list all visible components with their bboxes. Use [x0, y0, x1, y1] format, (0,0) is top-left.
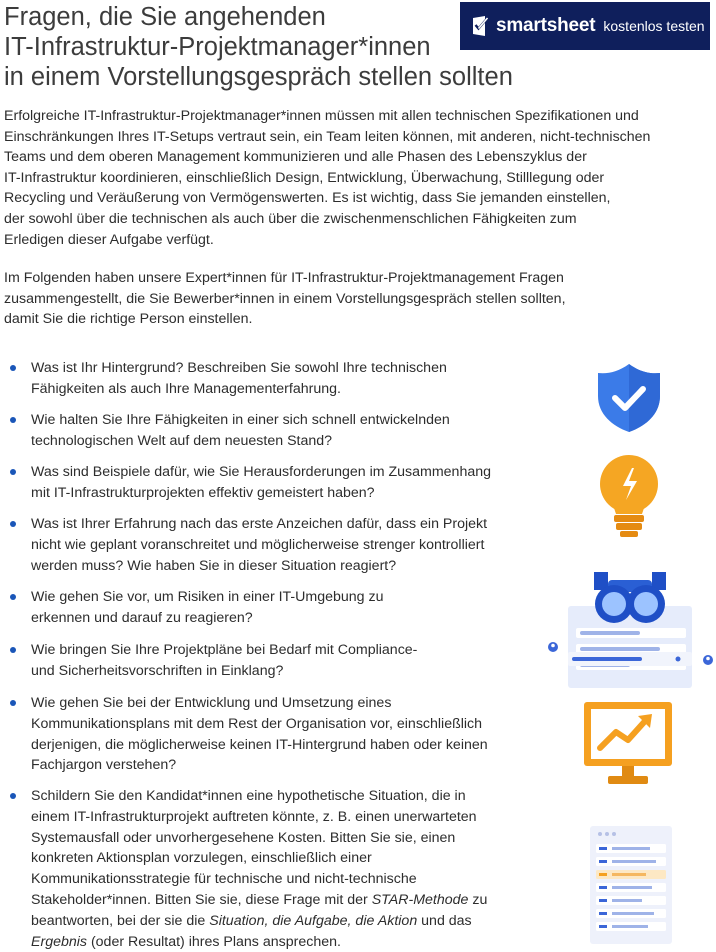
paragraph-line: der sowohl über die technischen als auch über die zwischenmenschlichen Fähigkeiten zum — [4, 210, 577, 227]
question-item — [0, 640, 560, 682]
tail-text: Stakeholder*innen. Bitten Sie sie, diese Frage mit der — [31, 891, 372, 908]
tail-text: (oder Resultat) ihres Plans ansprechen. — [87, 933, 341, 950]
star-term-ergebnis: Ergebnis — [31, 933, 87, 950]
tail-text: zu — [468, 891, 488, 908]
question-line: Systemausfall oder unvorhergesehene Kosten. Bitten Sie sie, einen — [31, 829, 456, 846]
intro-paragraph-2 — [4, 268, 704, 330]
question-line: Schildern Sie den Kandidat*innen eine hypothetische Situation, die in — [31, 788, 466, 804]
bullet-icon — [10, 469, 16, 475]
shield-check-icon — [596, 362, 662, 434]
question-line: Wie bringen Sie Ihre Projektpläne bei Bedarf mit Compliance- — [31, 642, 418, 658]
paragraph-line: Teams und dem oberen Management kommunizieren und alle Phasen des Lebenszyklus der — [4, 149, 587, 166]
paragraph-line: zusammengestellt, die Sie Bewerber*innen in einem Vorstellungsgespräch stellen sollten, — [4, 290, 566, 307]
question-line: mit IT-Infrastrukturprojekten effektiv gemeistert haben? — [31, 484, 375, 501]
bullet-icon — [10, 594, 16, 600]
bullet-icon — [10, 417, 16, 423]
question-item — [0, 587, 560, 629]
paragraph-line: Erledigen dieser Aufgabe verfügt. — [4, 231, 214, 248]
question-line: Kommunikationsplans mit dem Rest der Organisation vor, einschließlich — [31, 715, 483, 732]
question-line: nicht wie geplant voranschreitet und möglicherweise strenger kontrolliert — [31, 536, 485, 553]
tail-text: und das — [417, 912, 472, 929]
bullet-icon — [10, 793, 16, 799]
smartsheet-trial-banner[interactable] — [460, 2, 710, 50]
bullet-icon — [10, 700, 16, 706]
paragraph-line: Recycling und Veräußerung von Vermögenswerten. Es ist wichtig, dass Sie jemanden einstellen, — [4, 190, 611, 207]
question-line: und Sicherheitsvorschriften in Einklang? — [31, 662, 284, 679]
bullet-icon — [10, 521, 16, 527]
question-line: Wie gehen Sie bei der Entwicklung und Umsetzung eines — [31, 695, 392, 711]
title-line: IT-Infrastruktur-Projektmanager*innen — [4, 33, 431, 61]
question-item — [0, 693, 560, 776]
question-item — [0, 786, 560, 952]
title-line: Fragen, die Sie angehenden — [4, 3, 326, 31]
question-line — [31, 911, 560, 932]
banner-cta: kostenlos testen — [603, 18, 705, 34]
paragraph-line: Einschränkungen Ihres IT-Setups vertraut sein, ein Team leiten können, mit anderen, nicht-technischen — [4, 128, 651, 145]
intro-paragraph-1 — [4, 106, 704, 250]
question-line: technologischen Welt auf dem neuesten Stand? — [31, 432, 333, 449]
question-line: Was ist Ihr Hintergrund? Beschreiben Sie sowohl Ihre technischen — [31, 360, 447, 376]
question-item — [0, 410, 560, 452]
star-method-term: STAR-Methode — [371, 891, 469, 908]
question-line — [31, 932, 560, 952]
question-line: Fähigkeiten als auch Ihre Managementerfahrung. — [31, 380, 341, 397]
paragraph-line: Erfolgreiche IT-Infrastruktur-Projektmanager*innen müssen mit allen technischen Spezifikationen und — [4, 108, 639, 124]
paragraph-line: Im Folgenden haben unsere Expert*innen für IT-Infrastruktur-Projektmanagement Fragen — [4, 270, 564, 286]
question-item — [0, 358, 560, 400]
question-line: konkreten Aktionsplan vorzulegen, einschließlich einer — [31, 850, 372, 867]
task-list-icon — [590, 826, 672, 944]
bullet-icon — [10, 647, 16, 653]
question-line: Was sind Beispiele dafür, wie Sie Herausforderungen im Zusammenhang — [31, 464, 492, 480]
smartsheet-logo-icon — [472, 15, 490, 37]
star-terms: Situation, die Aufgabe, die Aktion — [209, 912, 418, 929]
question-line: Was ist Ihrer Erfahrung nach das erste Anzeichen dafür, dass ein Projekt — [31, 516, 488, 532]
tail-text: beantworten, bei der sie die — [31, 912, 210, 929]
banner-brand: smartsheet — [496, 15, 596, 36]
question-line: einem IT-Infrastrukturprojekt auftreten könnte, z. B. einen unerwarteten — [31, 808, 477, 825]
question-line: derjenigen, die möglicherweise keinen IT-Hintergrund haben oder keinen — [31, 736, 488, 753]
question-line — [31, 890, 560, 911]
question-line: werden muss? Wie haben Sie in dieser Situation reagiert? — [31, 557, 397, 574]
question-line: Fachjargon verstehen? — [31, 757, 177, 774]
question-line: Wie gehen Sie vor, um Risiken in einer IT-Umgebung zu — [31, 589, 384, 605]
binoculars-report-icon — [546, 568, 716, 690]
title-line: in einem Vorstellungsgespräch stellen sollten — [4, 63, 513, 91]
question-item — [0, 514, 560, 576]
lightbulb-icon — [598, 454, 660, 540]
paragraph-line: damit Sie die richtige Person einstellen. — [4, 311, 253, 328]
question-line: erkennen und darauf zu reagieren? — [31, 609, 253, 626]
question-item — [0, 462, 560, 504]
question-line: Kommunikationsstrategie für technische und nicht-technische — [31, 871, 417, 888]
trend-monitor-icon — [582, 700, 674, 786]
bullet-icon — [10, 365, 16, 371]
question-line: Wie halten Sie Ihre Fähigkeiten in einer sich schnell entwickelnden — [31, 412, 450, 428]
paragraph-line: IT-Infrastruktur koordinieren, einschließlich Design, Entwicklung, Überwachung, Stilllegung oder — [4, 169, 605, 186]
